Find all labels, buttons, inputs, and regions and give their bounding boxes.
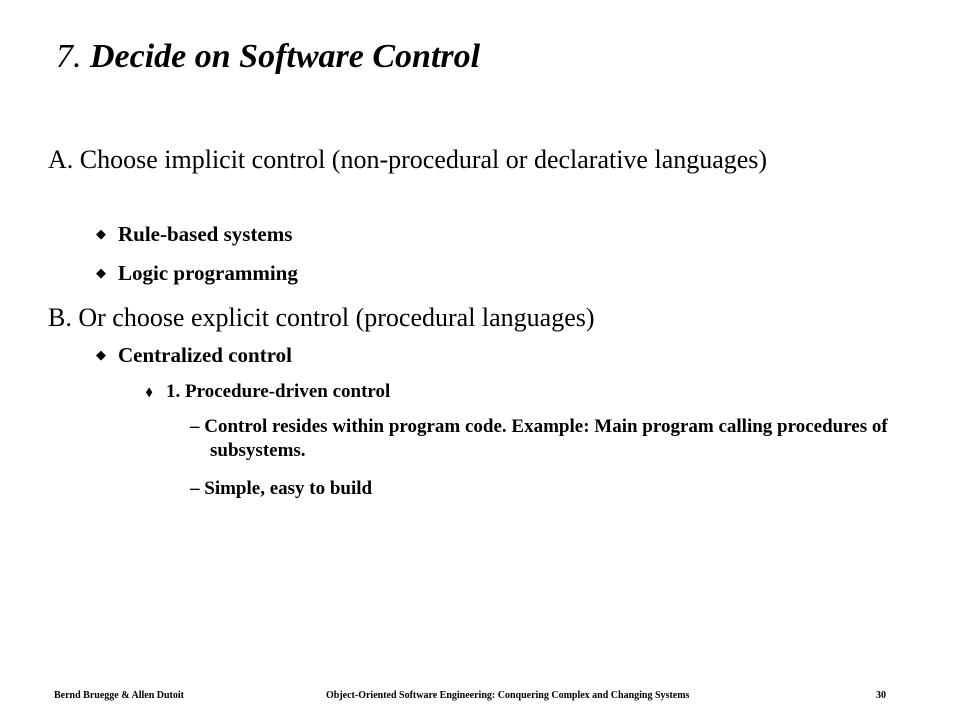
- diamond-bullet-icon: ◆: [96, 265, 106, 280]
- slide-title: [56, 38, 480, 76]
- item-a-sub2: [96, 261, 298, 286]
- item-a-sub1-label: Rule-based systems: [118, 222, 293, 246]
- item-b-detail1: – Control resides within program code. Example: Main program calling procedures of subsystems.: [190, 416, 888, 461]
- item-b-sub1-sub1-label: 1. Procedure-driven control: [166, 381, 391, 402]
- slide-title-number: 7.: [56, 38, 82, 75]
- item-b: B. Or choose explicit control (procedural languages): [48, 303, 595, 332]
- item-a-sub2-label: Logic programming: [118, 261, 298, 285]
- item-b-sub1: [96, 343, 292, 368]
- footer-page-number: 30: [876, 690, 886, 701]
- slide-title-text: Decide on Software Control: [90, 38, 481, 75]
- item-a-sub1: [96, 222, 292, 247]
- item-b-sub1-sub1: [146, 381, 390, 403]
- diamond-bullet-icon: ◆: [96, 347, 106, 362]
- footer-book-title: Object-Oriented Software Engineering: Conquering Complex and Changing Systems: [326, 690, 690, 701]
- item-b-sub1-label: Centralized control: [118, 343, 292, 367]
- outline-diamond-bullet-icon: ⬧: [146, 385, 153, 400]
- footer-authors: Bernd Bruegge & Allen Dutoit: [54, 690, 184, 701]
- item-a: A. Choose implicit control (non-procedural or declarative languages): [48, 145, 768, 174]
- diamond-bullet-icon: ◆: [96, 226, 106, 241]
- item-b-detail2: – Simple, easy to build: [190, 478, 373, 499]
